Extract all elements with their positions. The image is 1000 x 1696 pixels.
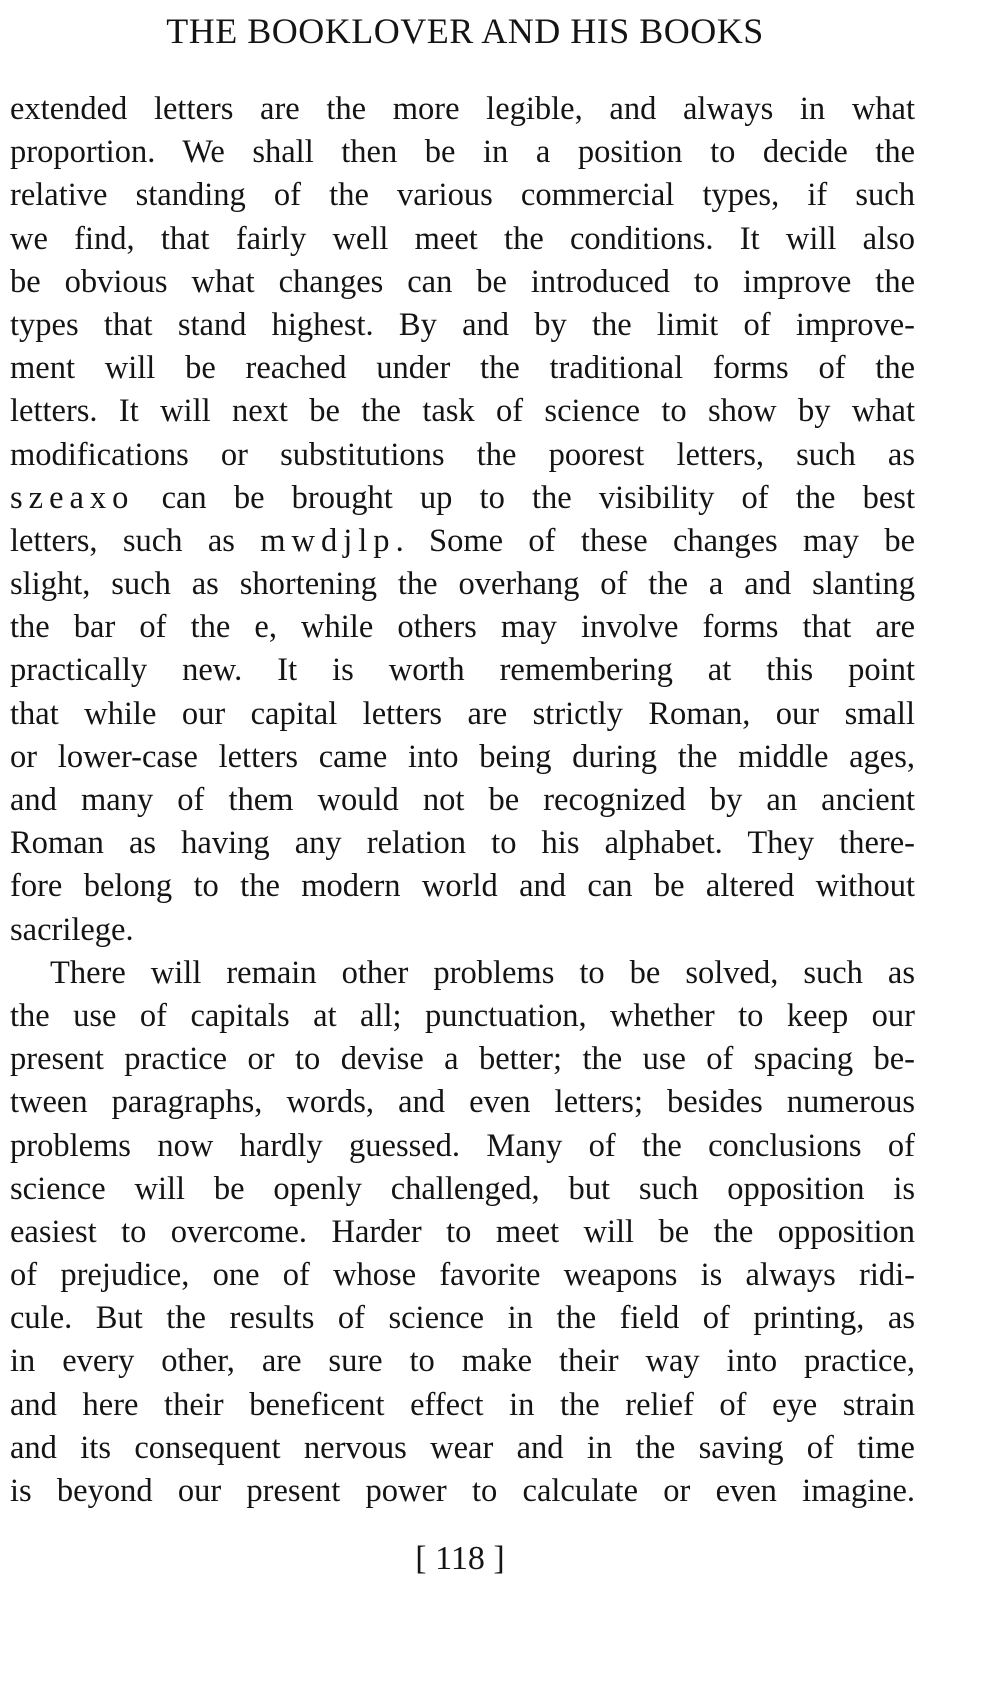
text-line: cule. But the results of science in the field of printing, as (10, 1300, 915, 1337)
text-fragment: . Some of these changes may be (395, 522, 915, 559)
text-line: science will be openly challenged, but such opposition is (10, 1170, 915, 1207)
text-line: slight, such as shortening the overhang of the a and slanting (10, 566, 915, 603)
text-line: and here their beneficent effect in the relief of eye strain (10, 1386, 915, 1423)
text-line: letters. It will next be the task of science to show by what (10, 393, 915, 430)
text-line: we find, that fairly well meet the conditions. It will also (10, 220, 915, 257)
text-line: types that stand highest. By and by the limit of improve- (10, 306, 915, 343)
paragraph-1 (10, 88, 915, 952)
body-text (10, 88, 915, 1513)
running-head: THE BOOKLOVER AND HIS BOOKS (166, 11, 764, 51)
text-line: relative standing of the various commercial types, if such (10, 177, 915, 214)
text-fragment: can be brought up to the visibility of the best (134, 479, 915, 516)
text-line: and its consequent nervous wear and in the saving of time (10, 1429, 915, 1466)
text-line: the use of capitals at all; punctuation, whether to keep our (10, 997, 915, 1034)
best-letters-sample: mwdjlp (260, 522, 396, 559)
text-line (10, 520, 915, 563)
text-fragment: letters, such as (10, 522, 261, 559)
text-line: or lower-case letters came into being during the middle ages, (10, 738, 915, 775)
text-line: Roman as having any relation to his alphabet. They there- (10, 825, 915, 862)
text-line (10, 477, 915, 520)
paragraph-2 (10, 952, 915, 1513)
text-line: the bar of the e, while others may involve forms that are (10, 609, 915, 646)
poor-letters-sample: szeaxo (10, 479, 135, 516)
text-line: extended letters are the more legible, and always in what (10, 91, 915, 127)
text-line: and many of them would not be recognized by an ancient (10, 782, 915, 818)
text-line: of prejudice, one of whose favorite weapons is always ridi- (10, 1257, 915, 1294)
text-line: fore belong to the modern world and can be altered without (10, 868, 915, 905)
text-line: is beyond our present power to calculate or even imagine. (10, 1473, 915, 1509)
text-line: problems now hardly guessed. Many of the conclusions of (10, 1127, 915, 1164)
page-number: [ 118 ] (415, 1540, 505, 1577)
text-line: that while our capital letters are strictly Roman, our small (10, 695, 915, 732)
text-line: tween paragraphs, words, and even letters; besides numerous (10, 1084, 915, 1121)
text-line: modifications or substitutions the poorest letters, such as (10, 436, 915, 473)
text-line: ment will be reached under the traditional forms of the (10, 350, 915, 387)
text-line: There will remain other problems to be solved, such as (50, 954, 915, 991)
text-line: in every other, are sure to make their way into practice, (10, 1343, 915, 1380)
text-line: sacrilege. (10, 911, 134, 948)
text-line: present practice or to devise a better; the use of spacing be- (10, 1041, 915, 1078)
text-line: proportion. We shall then be in a position to decide the (10, 134, 915, 171)
text-line: easiest to overcome. Harder to meet will be the opposition (10, 1213, 915, 1250)
text-line: be obvious what changes can be introduced to improve the (10, 263, 915, 300)
text-line: practically new. It is worth remembering at this point (10, 652, 915, 689)
